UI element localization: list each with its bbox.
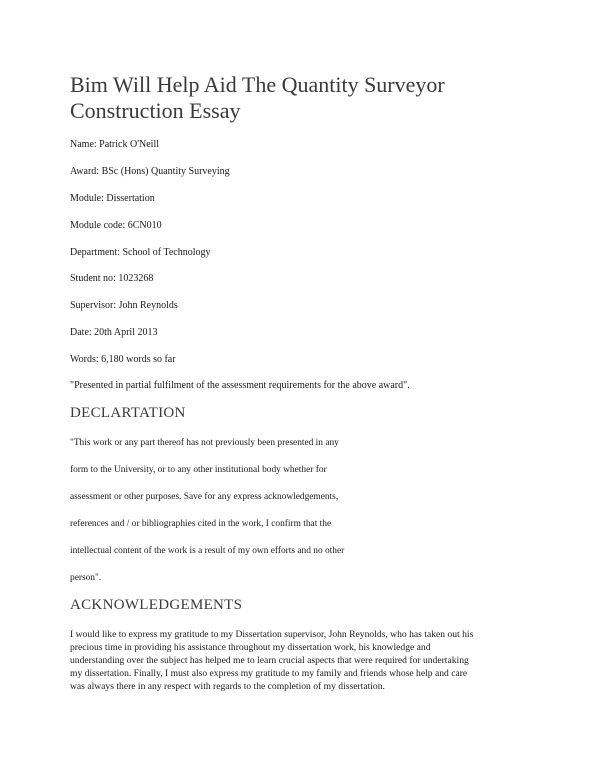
acknowledgements-line: my dissertation. Finally, I must also express my gratitude to my family and friends whose help and care (70, 668, 468, 679)
declaration-line: form to the University, or to any other institutional body whether for (70, 465, 327, 475)
acknowledgements-line: understanding over the subject has helped me to learn crucial aspects that were required for undertaking (70, 655, 469, 666)
meta-supervisor: Supervisor: John Reynolds (70, 300, 178, 311)
meta-name: Name: Patrick O'Neill (70, 139, 159, 150)
meta-module: Module: Dissertation (70, 193, 155, 204)
declaration-line: "This work or any part thereof has not previously been presented in any (70, 438, 339, 448)
title-line-2: Construction Essay (70, 98, 241, 123)
acknowledgements-line: precious time in providing his assistance throughout my dissertation work, his knowledge and (70, 642, 431, 653)
meta-date: Date: 20th April 2013 (70, 327, 158, 338)
meta-award: Award: BSc (Hons) Quantity Surveying (70, 166, 230, 177)
meta-words: Words: 6,180 words so far (70, 354, 176, 365)
declaration-line: assessment or other purposes. Save for any express acknowledgements, (70, 492, 339, 502)
acknowledgements-line: I would like to express my gratitude to my Dissertation supervisor, John Reynolds, who has taken out his (70, 629, 474, 640)
document-title (70, 72, 540, 124)
declaration-heading: DECLARTATION (70, 405, 186, 421)
declaration-line: person". (70, 573, 102, 583)
declaration-line: references and / or bibliographies cited in the work, I confirm that the (70, 519, 332, 529)
acknowledgements-heading: ACKNOWLEDGEMENTS (70, 597, 243, 613)
acknowledgements-line: was always there in any respect with regards to the completion of my dissertation. (70, 681, 385, 692)
meta-student-no: Student no: 1023268 (70, 273, 154, 284)
meta-module-code: Module code: 6CN010 (70, 220, 162, 231)
title-line-1: Bim Will Help Aid The Quantity Surveyor (70, 72, 445, 97)
meta-presented-statement: "Presented in partial fulfilment of the assessment requirements for the above award". (70, 380, 410, 391)
declaration-line: intellectual content of the work is a result of my own efforts and no other (70, 546, 345, 556)
meta-department: Department: School of Technology (70, 247, 211, 258)
